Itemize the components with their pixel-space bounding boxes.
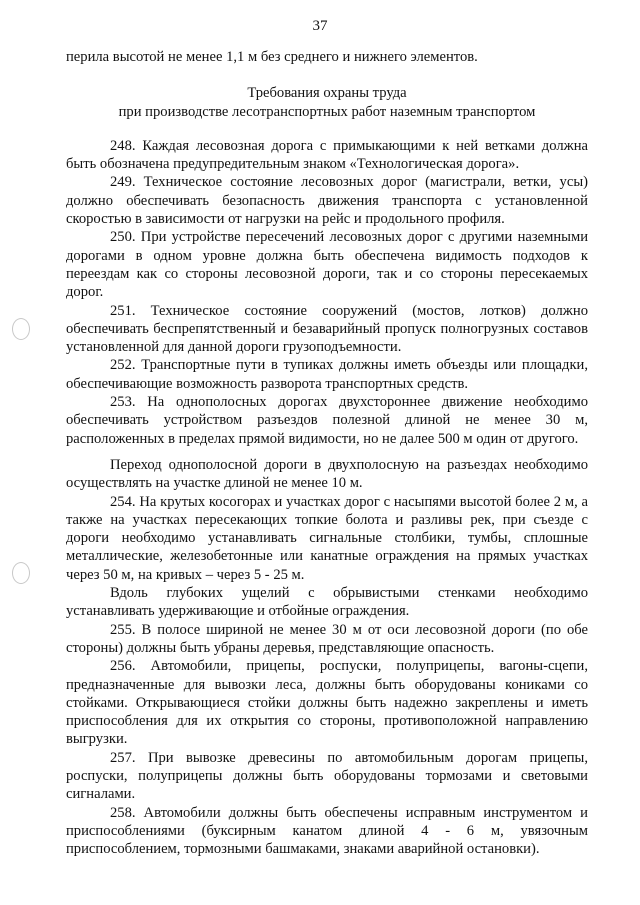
paragraph-257: 257. При вывозке древесины по автомобильным дорогам прицепы, роспуски, полуприцепы должны быть оборудованы тормозами и световыми сигналами. <box>66 749 588 803</box>
paragraph-249: 249. Техническое состояние лесовозных дорог (магистрали, ветки, усы) должно обеспечивать безопасность движения транспорта с установленной скоростью в зависимости от нагрузки на рейс и продольного профиля. <box>66 174 588 228</box>
paragraph-250: 250. При устройстве пересечений лесовозных дорог с другими наземными дорогами в одном уровне должна быть обеспечена видимость подходов к переездам как со стороны лесовозной дороги, так и со стороны пересекаемых дорог. <box>66 229 588 301</box>
section-heading-line1: Требования охраны труда <box>247 85 407 102</box>
paragraph-254: 254. На крутых косогорах и участках дорог с насыпями высотой более 2 м, а также на участках пересекающих топкие болота и разливы рек, при съезде с дороги необходимо устанавливать сигнальные столбики, тумбы, сплошные металлические, железобетонные или канатные ограждения на прямых участках через 50 м, на кривых – через 5 - 25 м. <box>66 493 588 583</box>
paragraph-248: 248. Каждая лесовозная дорога с примыкающими к ней ветками должна быть обозначена предупредительным знаком «Технологическая дорога». <box>66 137 588 173</box>
intro-line: перила высотой не менее 1,1 м без среднего и нижнего элементов. <box>66 49 478 65</box>
section-heading-line2: при производстве лесотранспортных работ наземным транспортом <box>118 103 536 120</box>
document-body <box>66 48 588 858</box>
paragraph-253-continued: Переход однополосной дороги в двухполосную на разъездах необходимо осуществлять на участке длиной не менее 10 м. <box>66 456 588 492</box>
punch-hole-top <box>12 318 30 340</box>
page-number: 37 <box>312 18 328 34</box>
paragraph-254-continued: Вдоль глубоких ущелий с обрывистыми стенками необходимо устанавливать удерживающие и отбойные ограждения. <box>66 585 588 620</box>
paragraph-255: 255. В полосе шириной не менее 30 м от оси лесовозной дороги (по обе стороны) должны быть убраны деревья, представляющие опасность. <box>66 621 588 656</box>
paragraph-256: 256. Автомобили, прицепы, роспуски, полуприцепы, вагоны-сцепи, предназначенные для вывозки леса, должны быть оборудованы кониками со стойками. Открывающиеся стойки должны быть надежно закреплены и иметь приспособления для их открытия со стороны, противоположной направлению выгрузки. <box>66 658 588 748</box>
paragraph-251: 251. Техническое состояние сооружений (мостов, лотков) должно обеспечивать беспрепятственный и безаварийный пропуск полногрузных составов установленной для данной дороги грузоподъемности. <box>66 302 588 356</box>
paragraph-258: 258. Автомобили должны быть обеспечены исправным инструментом и приспособлениями (буксирным канатом длиной 4 - 6 м, увязочным приспособлением, тормозными башмаками, знаками аварийной остановки). <box>66 804 588 858</box>
paragraph-252: 252. Транспортные пути в тупиках должны иметь объезды или площадки, обеспечивающие возможность разворота транспортных средств. <box>66 357 588 392</box>
paragraph-253: 253. На однополосных дорогах двухстороннее движение необходимо обеспечивать устройством разъездов полезной длиной не менее 30 м, расположенных в пределах прямой видимости, но не далее 500 м один от другого. <box>66 394 588 447</box>
punch-hole-bottom <box>12 562 30 584</box>
